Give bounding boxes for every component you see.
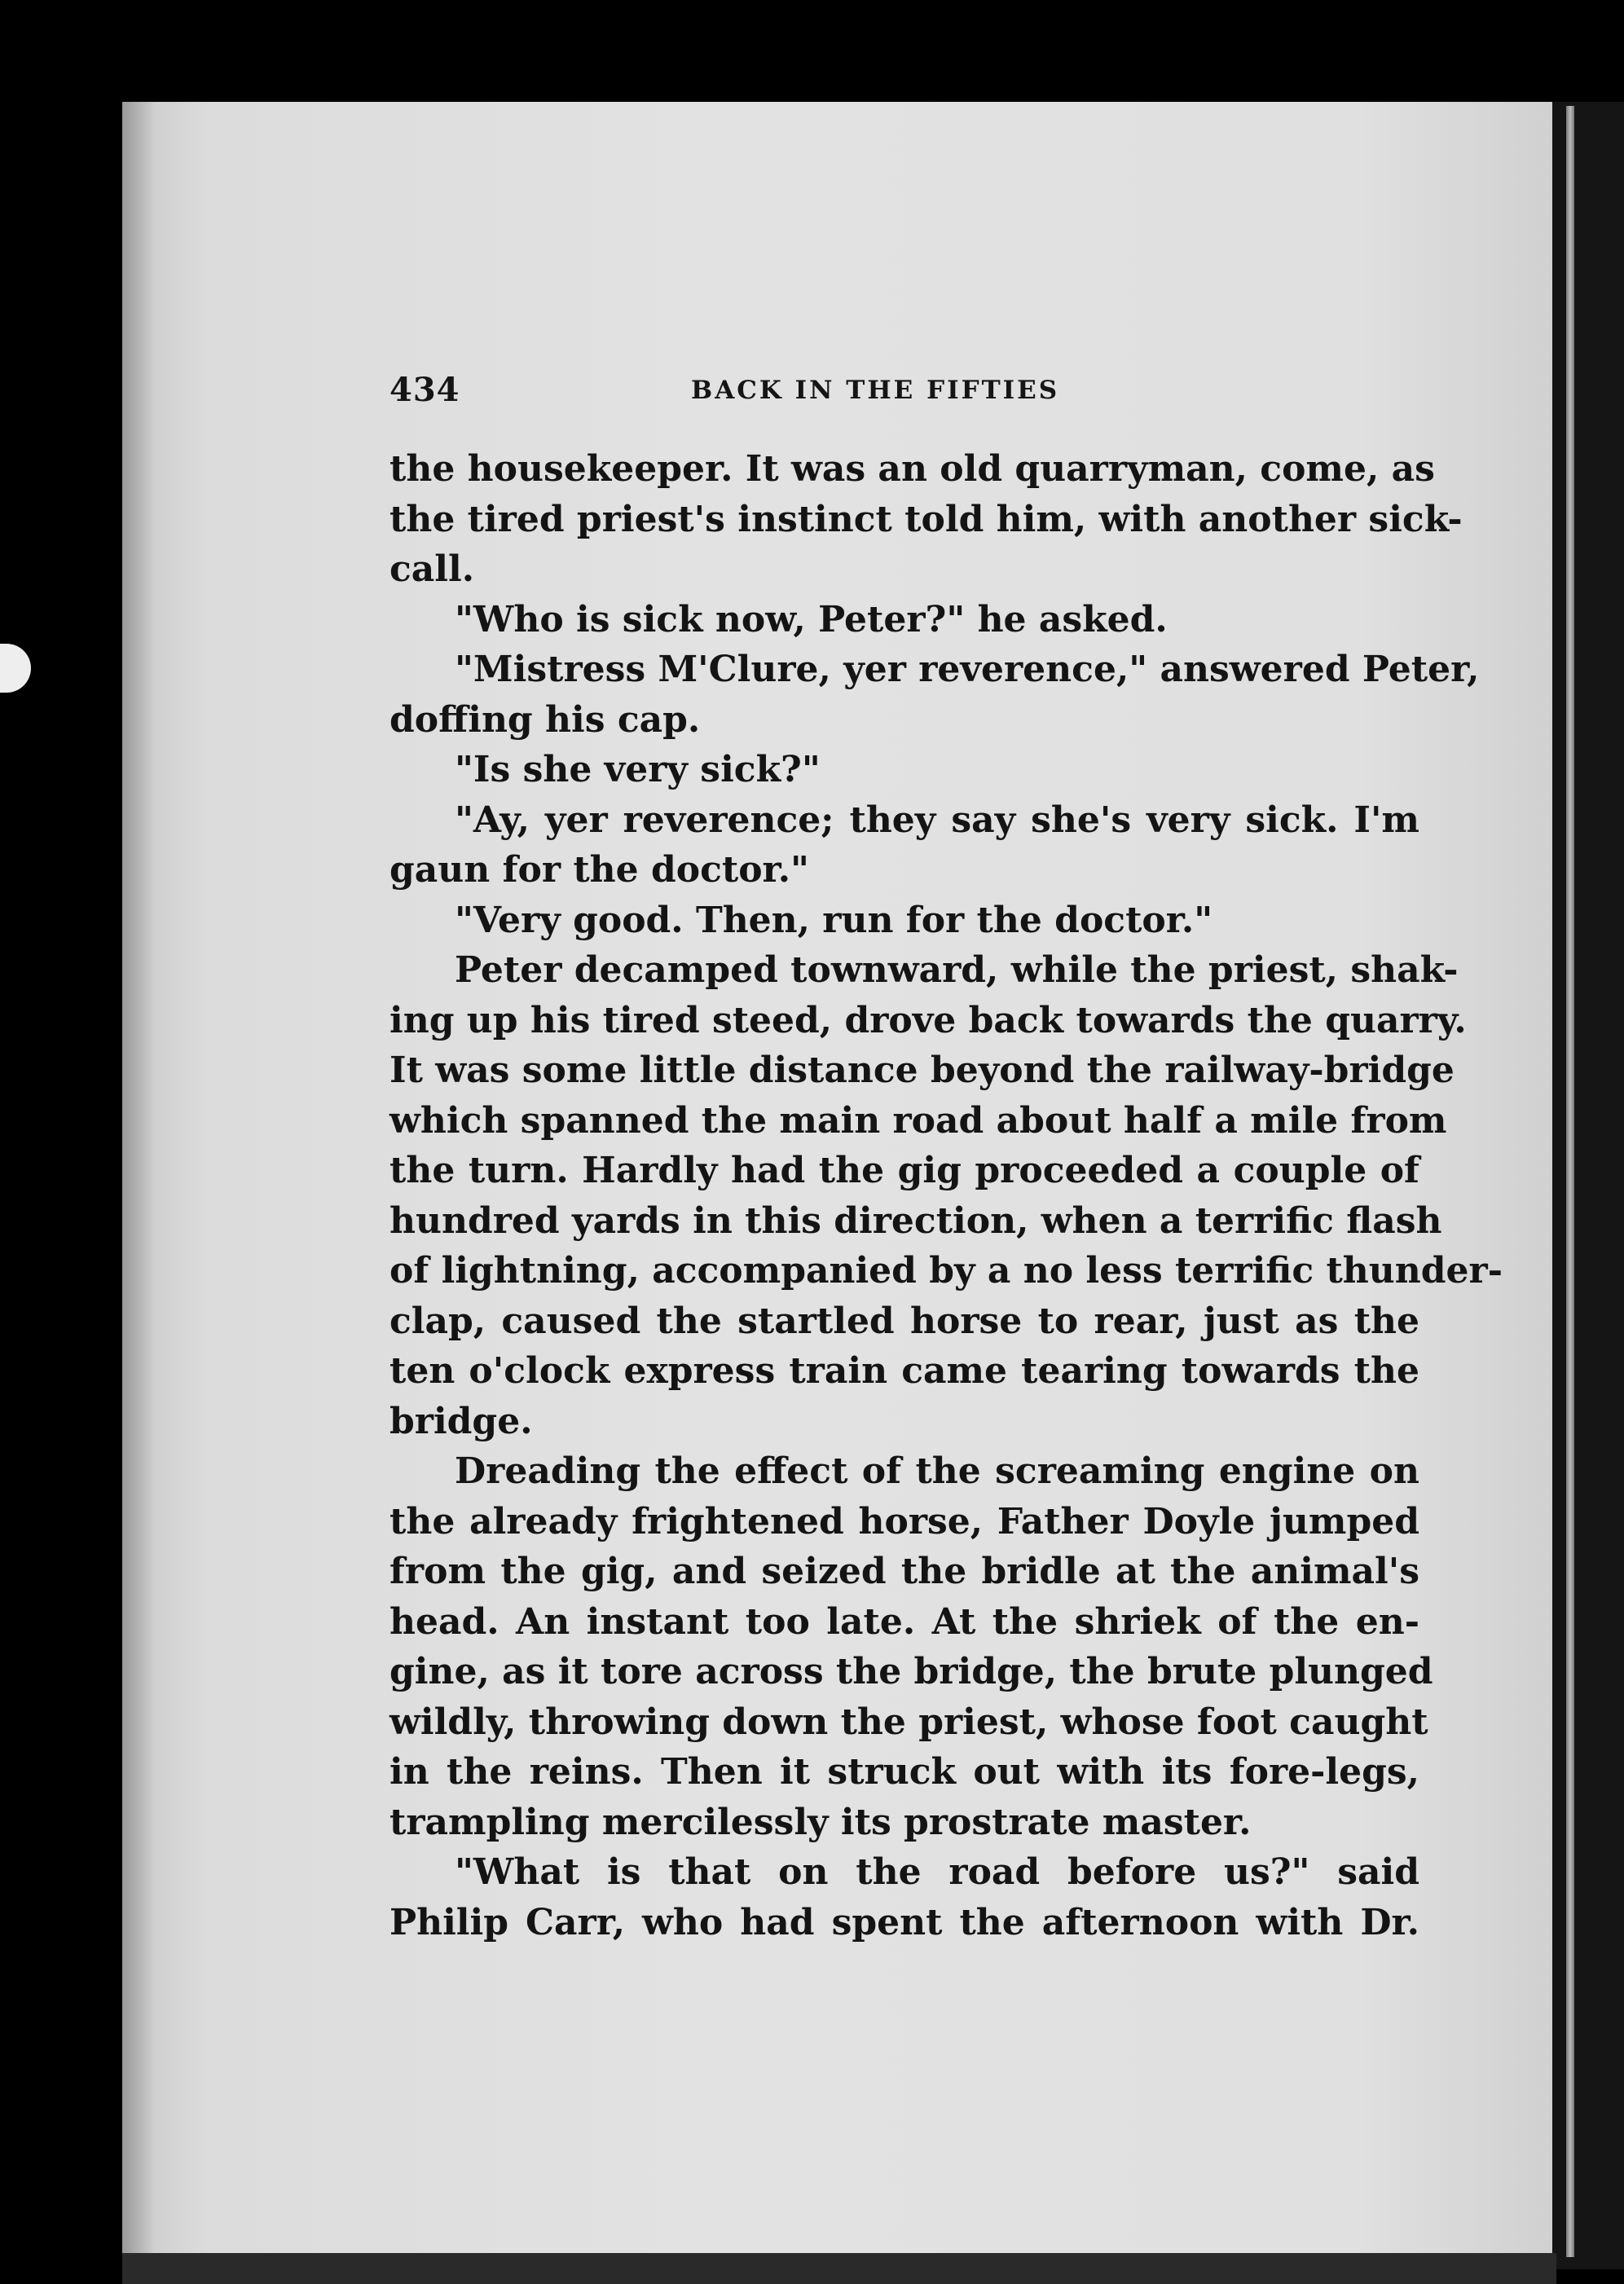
text-line: Philip Carr, who had spent the afternoon with Dr. xyxy=(389,1901,1419,1943)
text-line: wildly, throwing down the priest, whose foot caught xyxy=(389,1701,1428,1743)
text-line: which spanned the main road about half a mile from xyxy=(389,1099,1447,1142)
text-line: call. xyxy=(389,548,475,590)
running-title: BACK IN THE FIFTIES xyxy=(691,376,1060,405)
text-line: It was some little distance beyond the railway-bridge xyxy=(389,1050,1455,1091)
text-line: trampling mercilessly its prostrate master. xyxy=(389,1801,1252,1843)
text-line: ten o'clock express train came tearing towards the xyxy=(389,1350,1419,1392)
text-line: Dreading the effect of the screaming engine on xyxy=(455,1450,1419,1492)
bottom-edge xyxy=(122,2253,1556,2284)
text-line: head. An instant too late. At the shriek of the en- xyxy=(389,1600,1419,1643)
text-line: clap, caused the startled horse to rear, just as the xyxy=(389,1300,1419,1342)
margin-blot xyxy=(0,644,31,693)
text-line: Peter decamped townward, while the priest, shak- xyxy=(455,949,1459,991)
text-line: "Ay, yer reverence; they say she's very sick. I'm xyxy=(455,799,1419,841)
text-line: of lightning, accompanied by a no less terrific thunder- xyxy=(389,1250,1503,1292)
text-line: doffing his cap. xyxy=(389,698,701,741)
page-number: 434 xyxy=(389,371,460,409)
gutter-shadow xyxy=(122,102,155,2269)
text-line: the housekeeper. It was an old quarryman, come, as xyxy=(389,448,1435,490)
text-line: bridge. xyxy=(389,1400,533,1442)
body-text xyxy=(389,444,1503,1947)
text-line: from the gig, and seized the bridle at the animal's xyxy=(389,1551,1419,1592)
text-line: "Is she very sick?" xyxy=(455,749,821,790)
text-line: gaun for the doctor." xyxy=(389,849,809,891)
text-line: "Mistress M'Clure, yer reverence," answered Peter, xyxy=(455,649,1480,690)
text-line: in the reins. Then it struck out with its fore-legs, xyxy=(389,1751,1419,1793)
text-line: "Who is sick now, Peter?" he asked. xyxy=(455,598,1168,640)
page-edge-strip xyxy=(1566,106,1574,2257)
text-line: the tired priest's instinct told him, with another sick- xyxy=(389,498,1463,540)
running-head xyxy=(389,371,1419,411)
text-line: the already frightened horse, Father Doyle jumped xyxy=(389,1500,1419,1542)
text-line: "What is that on the road before us?" said xyxy=(455,1851,1419,1893)
book-edge xyxy=(1552,102,1624,2269)
text-line: "Very good. Then, run for the doctor." xyxy=(455,899,1213,941)
text-line: the turn. Hardly had the gig proceeded a couple of xyxy=(389,1150,1419,1191)
text-line: gine, as it tore across the bridge, the brute plunged xyxy=(389,1651,1433,1692)
text-line: ing up his tired steed, drove back towards the quarry. xyxy=(389,999,1467,1041)
text-line: hundred yards in this direction, when a terrific flash xyxy=(389,1199,1442,1242)
